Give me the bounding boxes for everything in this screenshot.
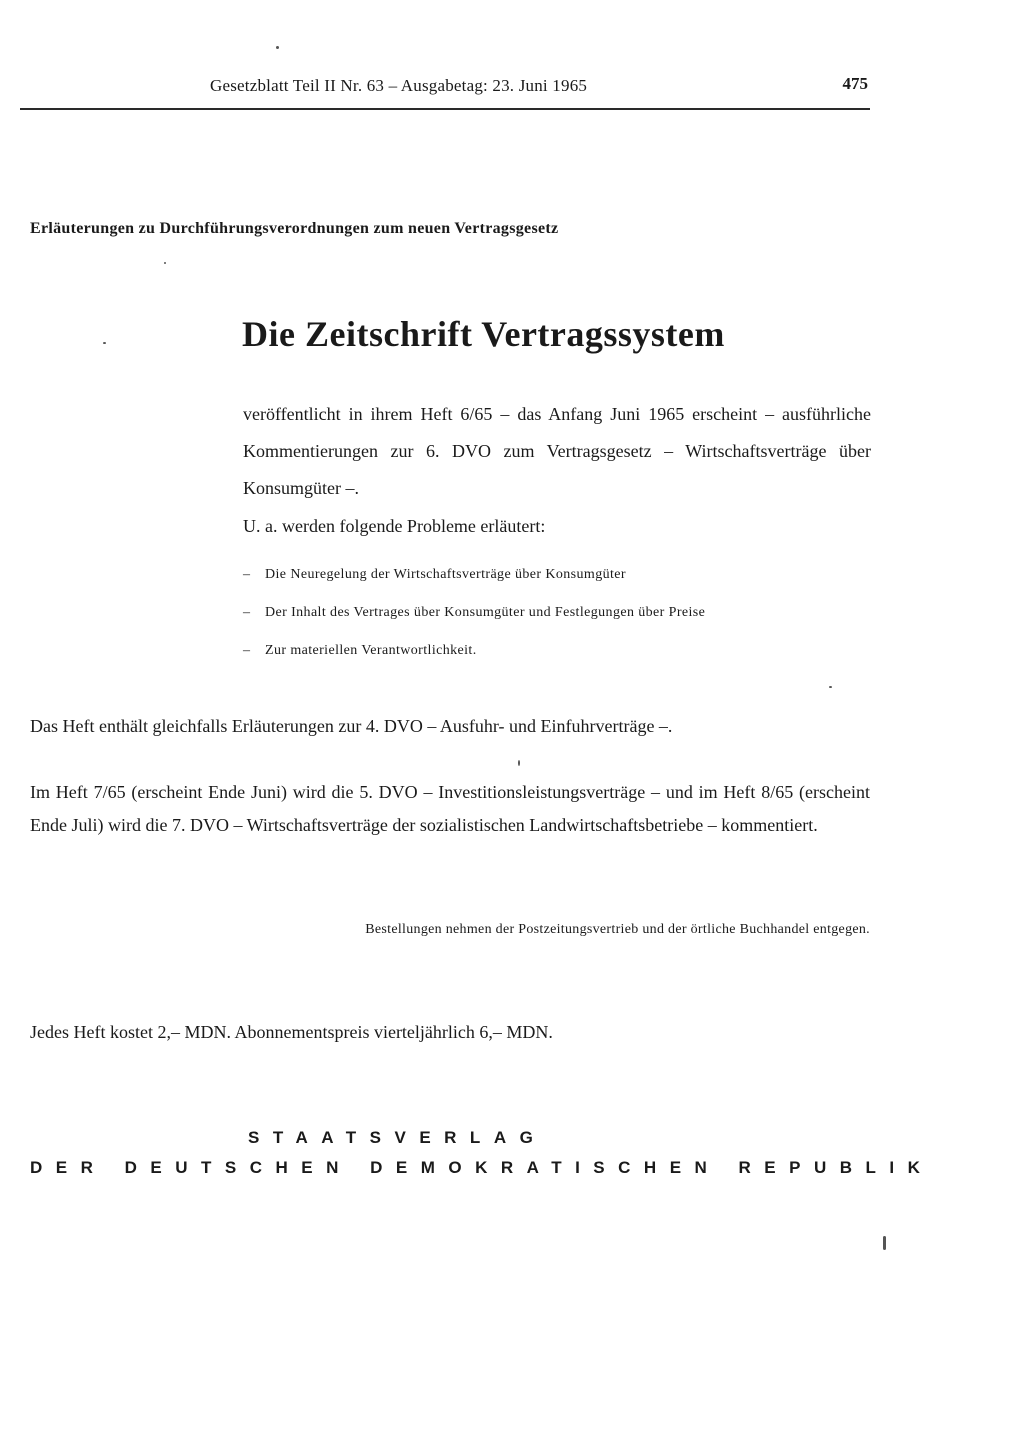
list-item-text: Die Neuregelung der Wirtschaftsverträge über Konsumgüter — [265, 567, 626, 582]
scan-speck — [276, 46, 279, 49]
main-title: Die Zeitschrift Vertragssystem — [242, 314, 725, 354]
price-line: Jedes Heft kostet 2,– MDN. Abonnementspreis vierteljährlich 6,– MDN. — [30, 1022, 553, 1042]
list-item-text: Zur materiellen Verantwortlichkeit. — [265, 643, 477, 658]
intro-paragraph: veröffentlicht in ihrem Heft 6/65 – das Anfang Juni 1965 erscheint – ausführliche Kommentierungen zur 6. DVO zum Vertragsgesetz – Wirtschaftsverträge über Konsumgüter –. — [243, 404, 871, 498]
scan-speck — [883, 1236, 886, 1250]
paragraph-upcoming-issues: Im Heft 7/65 (erscheint Ende Juni) wird die 5. DVO – Investitionsleistungsverträge – und im Heft 8/65 (erscheint Ende Juli) wird die 7. DVO – Wirtschaftsverträge der sozialistischen Landwirtschaftsbetriebe – kommentiert. — [30, 782, 870, 835]
page-header — [20, 72, 870, 110]
ordering-note: Bestellungen nehmen der Postzeitungsvertrieb und der örtliche Buchhandel entgegen. — [365, 922, 870, 937]
scan-speck — [103, 342, 106, 344]
problems-lead: U. a. werden folgende Probleme erläutert: — [243, 516, 546, 536]
list-item: – Die Neuregelung der Wirtschaftsverträge über Konsumgüter — [243, 567, 626, 582]
section-heading: Erläuterungen zu Durchführungsverordnungen zum neuen Vertragsgesetz — [30, 220, 559, 237]
scan-speck — [164, 262, 166, 264]
list-item-text: Der Inhalt des Vertrages über Konsumgüter und Festlegungen über Preise — [265, 605, 706, 620]
problems-list — [243, 562, 705, 676]
page-number: 475 — [842, 74, 868, 93]
scan-speck — [829, 686, 832, 688]
header-title: Gesetzblatt Teil II Nr. 63 – Ausgabetag: 23. Juni 1965 — [210, 76, 588, 95]
publisher-country: DER DEUTSCHEN DEMOKRATISCHEN REPUBLIK — [30, 1158, 934, 1177]
paragraph-dvo-4: Das Heft enthält gleichfalls Erläuterungen zur 4. DVO – Ausfuhr- und Einfuhrverträge –. — [30, 716, 673, 736]
scan-speck — [518, 760, 520, 766]
list-item: – Zur materiellen Verantwortlichkeit. — [243, 643, 477, 658]
list-item: – Der Inhalt des Vertrages über Konsumgüter und Festlegungen über Preise — [243, 605, 706, 620]
publisher-name: STAATSVERLAG — [248, 1128, 547, 1147]
